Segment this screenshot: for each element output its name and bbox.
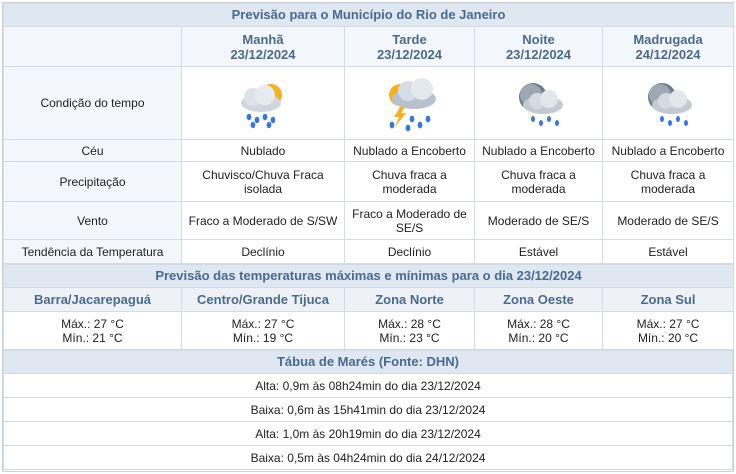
period-header-noite: Noite 23/12/2024: [475, 27, 603, 67]
precip-tarde: Chuva fraca a moderada: [345, 162, 475, 202]
zone-temps-centro: Máx.: 27 °C Mín.: 19 °C: [182, 312, 345, 350]
period-header-tarde: Tarde 23/12/2024: [345, 27, 475, 67]
tide-row: Baixa: 0,6m às 15h41min do dia 23/12/2024: [4, 398, 733, 422]
page-title: Previsão para o Município do Rio de Janeiro: [4, 4, 734, 27]
tide-row: Baixa: 0,5m às 04h24min do dia 24/12/2024: [4, 446, 733, 470]
period-forecast-table: [3, 3, 734, 264]
moon-rain-cloud-icon: [603, 67, 734, 140]
thunder-rain-sun-cloud-icon: [345, 67, 475, 140]
wind-noite: Moderado de SE/S: [475, 202, 603, 240]
row-label-trend: Tendência da Temperatura: [4, 240, 182, 264]
temperatures-title: Previsão das temperaturas máximas e mínimas para o dia 23/12/2024: [4, 265, 734, 288]
wind-tarde: Fraco a Moderado de SE/S: [345, 202, 475, 240]
zone-header: Zona Norte: [345, 288, 475, 312]
period-header-madrugada: Madrugada 24/12/2024: [603, 27, 734, 67]
row-label-wind: Vento: [4, 202, 182, 240]
trend-noite: Estável: [475, 240, 603, 264]
row-label-sky: Céu: [4, 140, 182, 162]
zone-header: Centro/Grande Tijuca: [182, 288, 345, 312]
corner-cell: [4, 27, 182, 67]
zone-temps-sul: Máx.: 27 °C Mín.: 20 °C: [603, 312, 734, 350]
sky-tarde: Nublado a Encoberto: [345, 140, 475, 162]
sky-noite: Nublado a Encoberto: [475, 140, 603, 162]
zone-temps-norte: Máx.: 28 °C Mín.: 23 °C: [345, 312, 475, 350]
wind-madrugada: Moderado de SE/S: [603, 202, 734, 240]
moon-rain-cloud-icon: [475, 67, 603, 140]
wind-manha: Fraco a Moderado de S/SW: [182, 202, 345, 240]
row-label-condition: Condição do tempo: [4, 67, 182, 140]
zone-temps-barra: Máx.: 27 °C Mín.: 21 °C: [4, 312, 182, 350]
trend-madrugada: Estável: [603, 240, 734, 264]
tides-title: Tábua de Marés (Fonte: DHN): [4, 351, 733, 374]
forecast-panel: [2, 2, 734, 472]
precip-madrugada: Chuva fraca a moderada: [603, 162, 734, 202]
rain-sun-cloud-icon: [182, 67, 345, 140]
zone-header: Zona Sul: [603, 288, 734, 312]
tide-row: Alta: 0,9m às 08h24min do dia 23/12/2024: [4, 374, 733, 398]
tides-table: [3, 350, 733, 470]
period-header-manha: Manhã 23/12/2024: [182, 27, 345, 67]
precip-noite: Chuva fraca a moderada: [475, 162, 603, 202]
row-label-precip: Precipitação: [4, 162, 182, 202]
trend-tarde: Declínio: [345, 240, 475, 264]
sky-madrugada: Nublado a Encoberto: [603, 140, 734, 162]
sky-manha: Nublado: [182, 140, 345, 162]
zone-temps-oeste: Máx.: 28 °C Mín.: 20 °C: [475, 312, 603, 350]
precip-manha: Chuvisco/Chuva Fraca isolada: [182, 162, 345, 202]
zone-header: Barra/Jacarepaguá: [4, 288, 182, 312]
zone-header: Zona Oeste: [475, 288, 603, 312]
temperature-table: [3, 264, 734, 350]
trend-manha: Declínio: [182, 240, 345, 264]
tide-row: Alta: 1,0m às 20h19min do dia 23/12/2024: [4, 422, 733, 446]
